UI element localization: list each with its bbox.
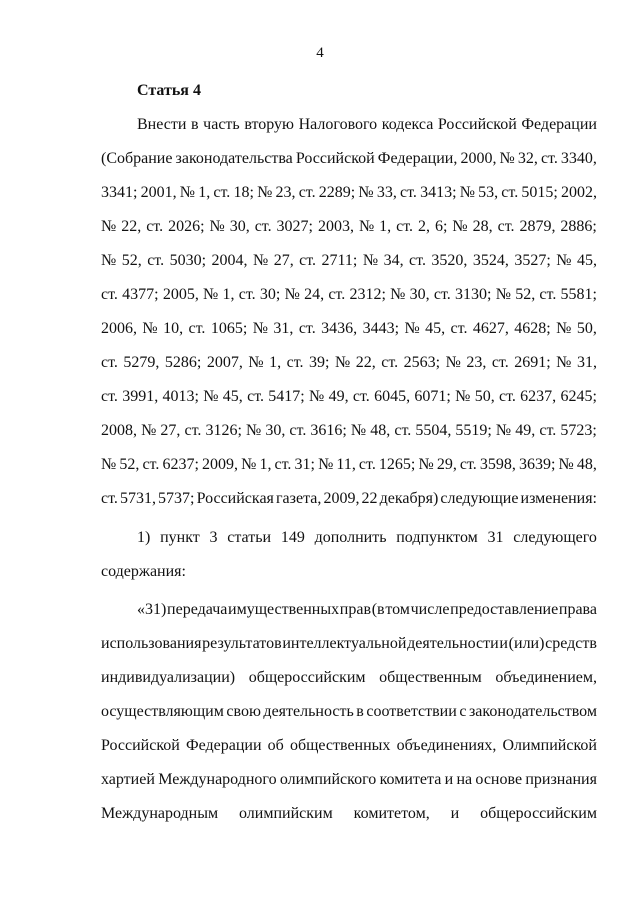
word: №	[556, 252, 572, 269]
word: №	[358, 184, 374, 201]
word: 5723;	[560, 422, 597, 439]
word: 6237;	[162, 456, 199, 473]
word: Федерации	[521, 116, 597, 133]
word: №	[455, 388, 471, 405]
word: №	[459, 184, 475, 201]
word: 4627,	[472, 320, 509, 337]
word: ст.	[381, 354, 399, 371]
word: 3341;	[101, 184, 138, 201]
word: 52,	[119, 456, 140, 473]
word: пункт	[160, 529, 200, 546]
word: средств	[545, 635, 597, 652]
word: №	[101, 252, 117, 269]
word: №	[390, 286, 406, 303]
word: предоставление	[450, 601, 559, 618]
text-line	[101, 284, 597, 306]
word: Федерации	[185, 737, 262, 754]
word: 5286;	[164, 354, 202, 371]
word: 4377;	[122, 286, 159, 303]
word: 6237,	[520, 388, 557, 405]
word: 34,	[383, 252, 404, 269]
word: ст.	[396, 218, 414, 235]
word: №	[318, 456, 334, 473]
word: 3639;	[518, 456, 556, 473]
word: ст.	[298, 320, 316, 337]
word: часть	[203, 116, 240, 133]
word: дополнить	[314, 529, 387, 546]
word: интеллектуальной	[282, 635, 407, 652]
word: общественных	[289, 737, 391, 754]
word: числе	[410, 601, 450, 618]
word: 30;	[259, 286, 281, 303]
word: ст.	[498, 388, 516, 405]
text-line	[101, 488, 597, 510]
word: Олимпийской	[502, 737, 597, 754]
text-line	[101, 667, 597, 689]
word: 45,	[222, 388, 243, 405]
word: №	[418, 456, 434, 473]
word: ст.	[101, 490, 118, 507]
word: 3027;	[276, 218, 313, 235]
word: 48,	[370, 422, 391, 439]
word: №	[495, 422, 512, 439]
word: 27,	[273, 252, 294, 269]
word: и	[444, 771, 454, 788]
word: общероссийским	[248, 669, 366, 686]
word: 31,	[273, 320, 294, 337]
word: 23,	[466, 354, 487, 371]
word: 3130;	[455, 286, 492, 303]
word: 5504,	[415, 422, 452, 439]
word: ст.	[142, 456, 160, 473]
word: 31;	[294, 456, 315, 473]
word: №	[248, 354, 264, 371]
word: 2711;	[321, 252, 358, 269]
word: №	[358, 218, 375, 235]
word: 39;	[309, 354, 330, 371]
word: №	[101, 218, 117, 235]
word: 2312;	[349, 286, 386, 303]
word: имущественных	[228, 601, 340, 618]
word: Российская	[196, 490, 274, 507]
word: в	[191, 116, 199, 133]
word: 1,	[259, 456, 272, 473]
word: 3413;	[420, 184, 457, 201]
word: 2691;	[514, 354, 551, 371]
word: ст.	[298, 184, 316, 201]
word: ст.	[497, 218, 515, 235]
word: №	[334, 354, 351, 371]
word: ст.	[289, 422, 307, 439]
word: 2000,	[460, 150, 497, 167]
word: 52,	[515, 286, 536, 303]
text-line: содержания:	[101, 563, 186, 580]
word: 1,	[379, 218, 392, 235]
word: ст.	[101, 286, 118, 303]
word: комитетом,	[353, 805, 430, 822]
word: 30,	[229, 218, 250, 235]
word: №	[445, 354, 461, 371]
word: 5015;	[521, 184, 558, 201]
text-line	[101, 701, 597, 723]
word: 48,	[576, 456, 597, 473]
word: ст.	[328, 286, 346, 303]
text-line	[137, 527, 597, 549]
word: 2003,	[317, 218, 354, 235]
word: Внести	[137, 116, 187, 133]
word: 3598,	[479, 456, 516, 473]
word: №	[209, 218, 225, 235]
word: деятельность	[263, 703, 354, 720]
word: 49,	[515, 422, 536, 439]
word: №	[257, 184, 273, 201]
word: №	[309, 388, 325, 405]
word: 49,	[328, 388, 349, 405]
word: №	[495, 286, 511, 303]
word: №	[101, 456, 117, 473]
word: 149	[280, 529, 305, 546]
word: №	[142, 320, 158, 337]
word: (в	[371, 601, 385, 618]
word: 1265;	[378, 456, 416, 473]
word: 5030;	[169, 252, 207, 269]
word: Российской	[101, 737, 180, 754]
word: комитета	[379, 771, 442, 788]
word: 2005,	[162, 286, 199, 303]
word: и	[450, 805, 460, 822]
word: 30,	[265, 422, 286, 439]
word: подпунктом	[396, 529, 478, 546]
word: 18;	[233, 184, 254, 201]
word: №	[203, 286, 219, 303]
word: кодекса	[381, 116, 434, 133]
word: 2002,	[560, 184, 597, 201]
word: 31,	[576, 354, 597, 371]
word: 4013;	[162, 388, 199, 405]
word: 4628;	[514, 320, 551, 337]
word: 3616;	[310, 422, 347, 439]
word: 2289;	[318, 184, 356, 201]
word: ст.	[358, 456, 376, 473]
word: 1065;	[210, 320, 248, 337]
word: 22,	[355, 354, 376, 371]
word: 5581;	[560, 286, 597, 303]
word: ст.	[101, 388, 118, 405]
word: 28,	[472, 218, 493, 235]
word: общероссийским	[480, 805, 597, 822]
word: №	[362, 252, 379, 269]
word: результатов	[202, 635, 282, 652]
word: (Собрание	[101, 150, 173, 167]
word: ст.	[213, 184, 231, 201]
word: 6045,	[374, 388, 411, 405]
word: 2001,	[140, 184, 177, 201]
word: 5279,	[123, 354, 160, 371]
word: ст.	[491, 354, 509, 371]
word: 3126;	[205, 422, 242, 439]
word: №	[284, 286, 300, 303]
word: вторую	[244, 116, 295, 133]
word: 45,	[425, 320, 446, 337]
word: Российской	[437, 116, 517, 133]
word: №	[556, 354, 572, 371]
word: следующего	[513, 529, 597, 546]
word: №	[556, 320, 572, 337]
word: 31	[487, 529, 504, 546]
word: (или)	[508, 635, 545, 652]
word: 2,	[418, 218, 430, 235]
word: общественным	[379, 669, 482, 686]
word: 10,	[163, 320, 184, 337]
word: 2006,	[101, 320, 137, 337]
text-line	[101, 633, 597, 655]
word: №	[203, 388, 219, 405]
word: олимпийским	[239, 805, 333, 822]
word: №	[404, 320, 420, 337]
word: №	[499, 150, 515, 167]
word: осуществляющим	[101, 703, 224, 720]
word: 50,	[474, 388, 495, 405]
text-line	[101, 148, 597, 170]
word: 2009,	[201, 456, 238, 473]
word: 32,	[517, 150, 538, 167]
word: с	[459, 703, 467, 720]
word: основе	[475, 771, 523, 788]
word: 2008,	[101, 422, 137, 439]
word: 45,	[577, 252, 597, 269]
word: ст.	[433, 286, 451, 303]
word: объединениях,	[396, 737, 497, 754]
word: ст.	[450, 320, 468, 337]
word: 24,	[304, 286, 325, 303]
word: 2563;	[403, 354, 441, 371]
text-line	[101, 318, 597, 340]
word: Налогового	[298, 116, 378, 133]
word: №	[141, 422, 157, 439]
word: соответствии	[366, 703, 457, 720]
word: 3991,	[122, 388, 159, 405]
word: 22	[361, 490, 378, 507]
word: декабря)	[379, 490, 439, 507]
word: и	[499, 635, 508, 652]
word: 6071;	[414, 388, 451, 405]
word: 1)	[137, 529, 151, 546]
word: 1,	[269, 354, 282, 371]
word: ст.	[501, 184, 519, 201]
text-line	[101, 803, 597, 825]
word: 27,	[160, 422, 181, 439]
word: ст.	[539, 422, 557, 439]
article-heading: Статья 4	[137, 82, 201, 99]
word: 2004,	[211, 252, 248, 269]
word: 1,	[222, 286, 235, 303]
word: №	[452, 218, 468, 235]
word: объединением,	[495, 669, 597, 686]
word: 3340,	[560, 150, 597, 167]
word: хартией	[101, 771, 155, 788]
text-line	[137, 114, 597, 136]
word: 53,	[478, 184, 499, 201]
text-line	[101, 454, 597, 476]
word: 5519;	[455, 422, 492, 439]
word: Российской	[295, 150, 375, 167]
word: признания	[525, 771, 597, 788]
text-line	[101, 735, 597, 757]
text-line	[101, 386, 597, 408]
word: ст.	[188, 320, 206, 337]
word: 2886;	[560, 218, 597, 235]
word: 33,	[376, 184, 397, 201]
text-line	[101, 352, 597, 374]
word: №	[179, 184, 196, 201]
word: 2007,	[206, 354, 243, 371]
word: №	[252, 320, 268, 337]
text-line	[101, 769, 597, 791]
word: №	[350, 422, 367, 439]
word: индивидуализации)	[101, 669, 236, 686]
word: №	[252, 252, 269, 269]
word: 22,	[121, 218, 142, 235]
word: ст.	[540, 150, 558, 167]
text-line	[101, 182, 597, 204]
word: ст.	[274, 456, 292, 473]
word: №	[246, 422, 262, 439]
word: ст.	[394, 422, 412, 439]
text-line	[101, 216, 597, 238]
word: 5737;	[158, 490, 195, 507]
word: 3527;	[514, 252, 551, 269]
word: Международного	[158, 771, 277, 788]
word: передача	[167, 601, 228, 618]
word: в	[356, 703, 364, 720]
word: прав	[339, 601, 372, 618]
word: ст.	[146, 218, 164, 235]
word: 5417;	[268, 388, 305, 405]
word: законодательства	[175, 150, 293, 167]
word: ст.	[299, 252, 317, 269]
word: 11,	[336, 456, 356, 473]
word: ст.	[286, 354, 304, 371]
word: ст.	[247, 388, 264, 405]
word: изменения:	[520, 490, 597, 507]
word: на	[456, 771, 473, 788]
word: ст.	[147, 252, 165, 269]
word: «31)	[137, 601, 167, 618]
word: 3443;	[362, 320, 400, 337]
word: 3520,	[431, 252, 468, 269]
page-number: 4	[316, 45, 324, 61]
word: ст.	[539, 286, 557, 303]
text-line	[101, 420, 597, 442]
word: законодательством	[468, 703, 597, 720]
word: использования	[101, 635, 202, 652]
word: 52,	[121, 252, 142, 269]
word: 50,	[576, 320, 597, 337]
word: статьи	[227, 529, 272, 546]
word: 2009,	[323, 490, 360, 507]
word: ст.	[101, 354, 118, 371]
word: 29,	[436, 456, 457, 473]
word: 3436,	[321, 320, 358, 337]
word: том	[385, 601, 410, 618]
word: Федерации,	[377, 150, 458, 167]
word: деятельности	[407, 635, 499, 652]
word: ст.	[400, 184, 417, 201]
word: газета,	[275, 490, 322, 507]
word: 1,	[198, 184, 211, 201]
text-line	[101, 250, 597, 272]
word: 2026;	[168, 218, 205, 235]
word: ст.	[184, 422, 202, 439]
word: ст.	[459, 456, 477, 473]
word: следующие	[440, 490, 519, 507]
word: об	[267, 737, 284, 754]
word: 3	[209, 529, 218, 546]
word: ст.	[254, 218, 272, 235]
text-line	[137, 599, 597, 621]
word: олимпийского	[279, 771, 377, 788]
word: ст.	[409, 252, 426, 269]
word: свою	[226, 703, 261, 720]
word: ст.	[352, 388, 370, 405]
word: Международным	[101, 805, 219, 822]
word: ст.	[238, 286, 256, 303]
word: 6;	[434, 218, 448, 235]
word: 5731,	[119, 490, 156, 507]
word: 30,	[409, 286, 430, 303]
word: №	[558, 456, 574, 473]
word: №	[241, 456, 257, 473]
word: 6245;	[560, 388, 597, 405]
word: 3524,	[472, 252, 509, 269]
word: права	[558, 601, 597, 618]
word: 23,	[275, 184, 296, 201]
word: 2879,	[519, 218, 556, 235]
